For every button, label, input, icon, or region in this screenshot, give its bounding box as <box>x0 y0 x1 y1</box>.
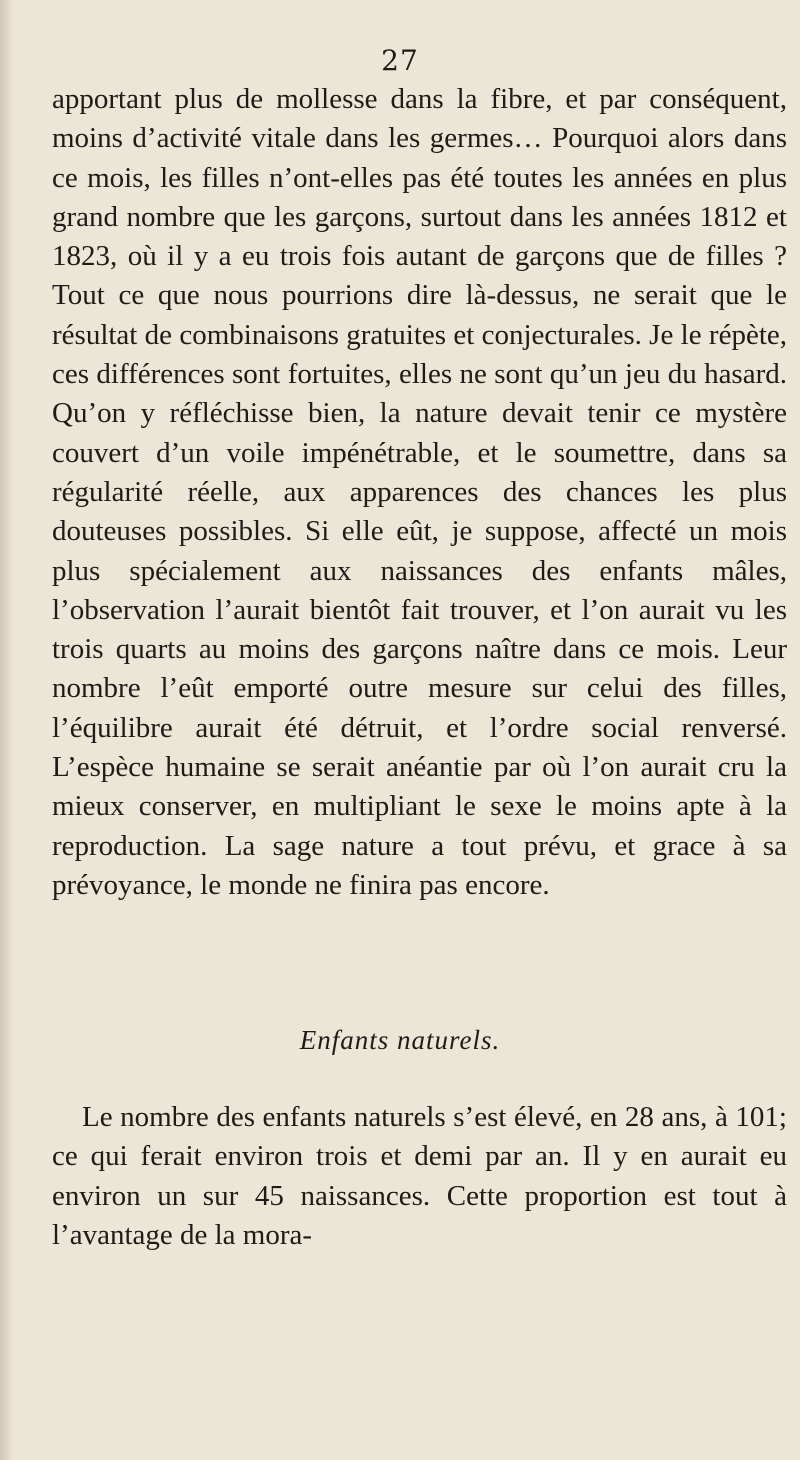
section-heading-wrap <box>0 1025 800 1056</box>
main-text <box>52 80 787 905</box>
paragraph: apportant plus de mollesse dans la fibre, et par conséquent, moins d’activité vitale dans les germes… Pourquoi alors dans ce mois, les filles n’ont-elles pas été toutes les années en plus grand nombre que les garçons, surtout dans les années 1812 et 1823, où il y a eu trois fois autant de garçons que de filles ? Tout ce que nous pourrions dire là-dessus, ne serait que le résultat de combinaisons gratuites et conjecturales. Je le répète, ces différences sont fortuites, elles ne sont qu’un jeu du hasard. Qu’on y réfléchisse bien, la nature devait tenir ce mystère couvert d’un voile impénétrable, et le soumettre, dans sa régularité réelle, aux apparences des chances les plus douteuses possibles. Si elle eût, je suppose, affecté un mois plus spécialement aux naissances des enfants mâles, l’observation l’aurait bientôt fait trouver, et l’on aurait vu les trois quarts au moins des garçons naître dans ce mois. Leur nombre l’eût emporté outre mesure sur celui des filles, l’équilibre aurait été détruit, et l’ordre social renversé. L’espèce humaine se serait anéantie par où l’on aurait cru la mieux conserver, en multipliant le sexe le moins apte à la reproduction. La sage nature a tout prévu, et grace à sa prévoyance, le monde ne finira pas encore. <box>52 83 787 901</box>
section-text <box>52 1098 787 1255</box>
paragraph: Le nombre des enfants naturels s’est élevé, en 28 ans, à 101; ce qui ferait environ trois et demi par an. Il y en aurait eu environ un sur 45 naissances. Cette proportion est tout à l’avantage de la mora- <box>52 1101 787 1251</box>
page-number: 27 <box>381 44 419 77</box>
section-heading: Enfants naturels. <box>299 1025 501 1055</box>
